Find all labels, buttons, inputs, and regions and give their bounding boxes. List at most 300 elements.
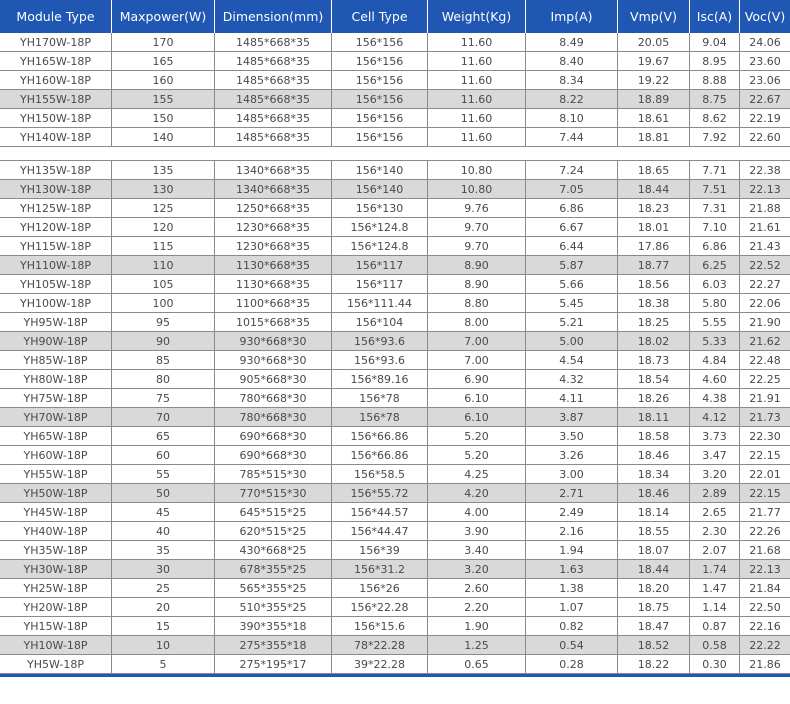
cell-dimension: 1485*668*35 (215, 33, 332, 51)
cell-dimension: 1485*668*35 (215, 128, 332, 146)
cell-maxpower: 25 (112, 579, 215, 597)
cell-maxpower: 45 (112, 503, 215, 521)
cell-imp: 1.94 (526, 541, 618, 559)
cell-vmp: 18.46 (618, 446, 690, 464)
cell-isc: 8.75 (690, 90, 740, 108)
cell-vmp: 18.01 (618, 218, 690, 236)
cell-vmp: 18.38 (618, 294, 690, 312)
cell-maxpower: 110 (112, 256, 215, 274)
cell-dimension: 1130*668*35 (215, 256, 332, 274)
cell-isc: 6.86 (690, 237, 740, 255)
cell-isc: 0.30 (690, 655, 740, 673)
cell-maxpower: 35 (112, 541, 215, 559)
cell-vmp: 18.44 (618, 180, 690, 198)
cell-voc: 22.06 (749, 296, 781, 310)
cell-imp: 4.11 (526, 389, 618, 407)
cell-weight: 11.60 (428, 71, 526, 89)
cell-cell-type: 156*156 (332, 71, 428, 89)
cell-voc: 22.01 (749, 467, 781, 481)
cell-imp: 2.49 (526, 503, 618, 521)
cell-vmp: 17.86 (618, 237, 690, 255)
cell-dimension: 1230*668*35 (215, 218, 332, 236)
cell-weight: 10.80 (428, 180, 526, 198)
cell-imp: 8.10 (526, 109, 618, 127)
cell-cell-type: 156*124.8 (332, 218, 428, 236)
cell-isc: 2.07 (690, 541, 740, 559)
cell-weight: 4.00 (428, 503, 526, 521)
table-row (0, 370, 790, 389)
cell-maxpower: 70 (112, 408, 215, 426)
cell-dimension: 690*668*30 (215, 446, 332, 464)
cell-voc: 22.60 (749, 130, 781, 144)
cell-vmp: 18.14 (618, 503, 690, 521)
table-row (0, 128, 790, 147)
cell-voc: 21.77 (749, 505, 781, 519)
table-row (0, 446, 790, 465)
cell-dimension: 1340*668*35 (215, 161, 332, 179)
cell-vmp: 18.44 (618, 560, 690, 578)
cell-dimension: 565*355*25 (215, 579, 332, 597)
cell-voc: 22.22 (749, 638, 781, 652)
table-row (0, 408, 790, 427)
cell-voc: 22.13 (749, 182, 781, 196)
cell-vmp: 18.23 (618, 199, 690, 217)
cell-weight: 8.90 (428, 275, 526, 293)
cell-vmp: 18.65 (618, 161, 690, 179)
cell-module-type: YH40W-18P (0, 522, 112, 540)
cell-module-type: YH130W-18P (0, 180, 112, 198)
cell-maxpower: 40 (112, 522, 215, 540)
cell-weight: 4.20 (428, 484, 526, 502)
cell-imp: 3.00 (526, 465, 618, 483)
cell-cell-type: 156*93.6 (332, 351, 428, 369)
cell-module-type: YH20W-18P (0, 598, 112, 616)
cell-isc: 8.95 (690, 52, 740, 70)
cell-dimension: 1485*668*35 (215, 90, 332, 108)
cell-imp: 2.16 (526, 522, 618, 540)
table-group-2 (0, 161, 790, 674)
cell-isc: 2.65 (690, 503, 740, 521)
header-weight: Weight(Kg) (428, 0, 526, 33)
cell-vmp: 18.02 (618, 332, 690, 350)
cell-imp: 8.49 (526, 33, 618, 51)
cell-isc: 5.33 (690, 332, 740, 350)
cell-cell-type: 156*66.86 (332, 427, 428, 445)
cell-cell-type: 156*93.6 (332, 332, 428, 350)
cell-maxpower: 125 (112, 199, 215, 217)
cell-imp: 2.71 (526, 484, 618, 502)
header-isc: Isc(A) (690, 0, 740, 33)
cell-module-type: YH100W-18P (0, 294, 112, 312)
cell-dimension: 930*668*30 (215, 351, 332, 369)
cell-maxpower: 90 (112, 332, 215, 350)
cell-imp: 6.44 (526, 237, 618, 255)
cell-module-type: YH105W-18P (0, 275, 112, 293)
cell-cell-type: 156*55.72 (332, 484, 428, 502)
cell-voc: 22.26 (749, 524, 781, 538)
table-row (0, 503, 790, 522)
cell-weight: 11.60 (428, 33, 526, 51)
cell-isc: 4.12 (690, 408, 740, 426)
cell-dimension: 678*355*25 (215, 560, 332, 578)
cell-isc: 0.87 (690, 617, 740, 635)
cell-dimension: 1340*668*35 (215, 180, 332, 198)
cell-imp: 6.86 (526, 199, 618, 217)
cell-cell-type: 156*156 (332, 52, 428, 70)
cell-maxpower: 10 (112, 636, 215, 654)
cell-imp: 3.87 (526, 408, 618, 426)
cell-vmp: 18.55 (618, 522, 690, 540)
table-row (0, 90, 790, 109)
cell-voc: 21.88 (749, 201, 781, 215)
cell-module-type: YH15W-18P (0, 617, 112, 635)
cell-vmp: 18.47 (618, 617, 690, 635)
cell-cell-type: 156*140 (332, 161, 428, 179)
cell-isc: 8.88 (690, 71, 740, 89)
cell-vmp: 18.61 (618, 109, 690, 127)
cell-isc: 1.14 (690, 598, 740, 616)
cell-cell-type: 156*140 (332, 180, 428, 198)
table-row (0, 294, 790, 313)
cell-module-type: YH165W-18P (0, 52, 112, 70)
cell-imp: 8.40 (526, 52, 618, 70)
cell-isc: 2.30 (690, 522, 740, 540)
cell-cell-type: 156*15.6 (332, 617, 428, 635)
cell-module-type: YH50W-18P (0, 484, 112, 502)
cell-dimension: 1230*668*35 (215, 237, 332, 255)
cell-weight: 2.20 (428, 598, 526, 616)
cell-imp: 4.54 (526, 351, 618, 369)
cell-module-type: YH160W-18P (0, 71, 112, 89)
cell-cell-type: 156*78 (332, 408, 428, 426)
cell-maxpower: 135 (112, 161, 215, 179)
cell-cell-type: 156*117 (332, 256, 428, 274)
header-dimension: Dimension(mm) (215, 0, 332, 33)
cell-vmp: 18.22 (618, 655, 690, 673)
cell-maxpower: 65 (112, 427, 215, 445)
cell-weight: 7.00 (428, 332, 526, 350)
table-row (0, 332, 790, 351)
cell-voc: 21.62 (749, 334, 781, 348)
table-row (0, 256, 790, 275)
table-row (0, 484, 790, 503)
cell-dimension: 930*668*30 (215, 332, 332, 350)
cell-cell-type: 156*58.5 (332, 465, 428, 483)
cell-isc: 0.58 (690, 636, 740, 654)
cell-weight: 7.00 (428, 351, 526, 369)
table-row (0, 237, 790, 256)
cell-isc: 9.04 (690, 33, 740, 51)
table-row (0, 617, 790, 636)
header-vmp: Vmp(V) (618, 0, 690, 33)
cell-module-type: YH110W-18P (0, 256, 112, 274)
cell-dimension: 275*195*17 (215, 655, 332, 673)
cell-cell-type: 156*31.2 (332, 560, 428, 578)
bottom-rule (0, 674, 790, 677)
table-row (0, 579, 790, 598)
cell-dimension: 780*668*30 (215, 408, 332, 426)
cell-weight: 0.65 (428, 655, 526, 673)
cell-module-type: YH150W-18P (0, 109, 112, 127)
cell-maxpower: 55 (112, 465, 215, 483)
cell-maxpower: 100 (112, 294, 215, 312)
cell-module-type: YH80W-18P (0, 370, 112, 388)
cell-dimension: 780*668*30 (215, 389, 332, 407)
cell-vmp: 20.05 (618, 33, 690, 51)
cell-vmp: 18.54 (618, 370, 690, 388)
cell-maxpower: 115 (112, 237, 215, 255)
cell-dimension: 1100*668*35 (215, 294, 332, 312)
cell-vmp: 18.11 (618, 408, 690, 426)
cell-vmp: 19.67 (618, 52, 690, 70)
cell-vmp: 18.20 (618, 579, 690, 597)
cell-vmp: 18.89 (618, 90, 690, 108)
cell-weight: 6.90 (428, 370, 526, 388)
table-row (0, 199, 790, 218)
cell-weight: 11.60 (428, 109, 526, 127)
cell-module-type: YH35W-18P (0, 541, 112, 559)
cell-module-type: YH115W-18P (0, 237, 112, 255)
cell-module-type: YH55W-18P (0, 465, 112, 483)
cell-imp: 5.45 (526, 294, 618, 312)
cell-imp: 8.34 (526, 71, 618, 89)
table-row (0, 427, 790, 446)
cell-module-type: YH30W-18P (0, 560, 112, 578)
cell-weight: 9.76 (428, 199, 526, 217)
cell-vmp: 18.07 (618, 541, 690, 559)
cell-cell-type: 39*22.28 (332, 655, 428, 673)
cell-weight: 8.00 (428, 313, 526, 331)
cell-module-type: YH65W-18P (0, 427, 112, 445)
table-row (0, 560, 790, 579)
cell-voc: 23.60 (749, 54, 781, 68)
cell-voc: 22.15 (749, 448, 781, 462)
cell-module-type: YH140W-18P (0, 128, 112, 146)
cell-weight: 8.90 (428, 256, 526, 274)
cell-voc: 22.25 (749, 372, 781, 386)
cell-cell-type: 156*117 (332, 275, 428, 293)
cell-dimension: 785*515*30 (215, 465, 332, 483)
cell-module-type: YH85W-18P (0, 351, 112, 369)
cell-cell-type: 156*89.16 (332, 370, 428, 388)
cell-module-type: YH10W-18P (0, 636, 112, 654)
table-row (0, 109, 790, 128)
cell-maxpower: 5 (112, 655, 215, 673)
cell-isc: 3.73 (690, 427, 740, 445)
cell-maxpower: 155 (112, 90, 215, 108)
cell-voc: 22.13 (749, 562, 781, 576)
cell-dimension: 770*515*30 (215, 484, 332, 502)
cell-imp: 1.07 (526, 598, 618, 616)
cell-module-type: YH45W-18P (0, 503, 112, 521)
cell-isc: 5.55 (690, 313, 740, 331)
cell-imp: 5.21 (526, 313, 618, 331)
cell-isc: 1.74 (690, 560, 740, 578)
cell-weight: 3.90 (428, 522, 526, 540)
cell-vmp: 18.56 (618, 275, 690, 293)
cell-imp: 7.05 (526, 180, 618, 198)
table-row (0, 541, 790, 560)
cell-cell-type: 156*156 (332, 128, 428, 146)
cell-vmp: 18.34 (618, 465, 690, 483)
cell-maxpower: 95 (112, 313, 215, 331)
cell-weight: 6.10 (428, 389, 526, 407)
table-row (0, 180, 790, 199)
cell-isc: 3.20 (690, 465, 740, 483)
cell-weight: 8.80 (428, 294, 526, 312)
cell-dimension: 275*355*18 (215, 636, 332, 654)
cell-maxpower: 75 (112, 389, 215, 407)
cell-maxpower: 50 (112, 484, 215, 502)
cell-dimension: 620*515*25 (215, 522, 332, 540)
cell-isc: 7.31 (690, 199, 740, 217)
cell-isc: 4.84 (690, 351, 740, 369)
cell-imp: 3.50 (526, 427, 618, 445)
cell-module-type: YH60W-18P (0, 446, 112, 464)
cell-voc: 21.61 (749, 220, 781, 234)
cell-voc: 22.67 (749, 92, 781, 106)
cell-cell-type: 156*44.47 (332, 522, 428, 540)
cell-cell-type: 156*104 (332, 313, 428, 331)
cell-voc: 21.90 (749, 315, 781, 329)
cell-imp: 8.22 (526, 90, 618, 108)
cell-weight: 1.90 (428, 617, 526, 635)
cell-dimension: 1485*668*35 (215, 52, 332, 70)
cell-isc: 6.03 (690, 275, 740, 293)
cell-vmp: 18.46 (618, 484, 690, 502)
cell-dimension: 645*515*25 (215, 503, 332, 521)
cell-maxpower: 30 (112, 560, 215, 578)
cell-weight: 11.60 (428, 90, 526, 108)
cell-vmp: 18.75 (618, 598, 690, 616)
cell-dimension: 905*668*30 (215, 370, 332, 388)
cell-voc: 22.38 (749, 163, 781, 177)
table-row (0, 52, 790, 71)
cell-cell-type: 156*39 (332, 541, 428, 559)
cell-imp: 4.32 (526, 370, 618, 388)
cell-dimension: 1130*668*35 (215, 275, 332, 293)
cell-module-type: YH135W-18P (0, 161, 112, 179)
cell-maxpower: 170 (112, 33, 215, 51)
cell-imp: 3.26 (526, 446, 618, 464)
cell-isc: 7.71 (690, 161, 740, 179)
cell-voc: 22.15 (749, 486, 781, 500)
cell-isc: 7.92 (690, 128, 740, 146)
cell-maxpower: 15 (112, 617, 215, 635)
cell-cell-type: 156*156 (332, 90, 428, 108)
cell-cell-type: 156*156 (332, 33, 428, 51)
cell-voc: 22.16 (749, 619, 781, 633)
table-row (0, 465, 790, 484)
cell-maxpower: 105 (112, 275, 215, 293)
cell-cell-type: 156*111.44 (332, 294, 428, 312)
header-cell-type: Cell Type (332, 0, 428, 33)
cell-dimension: 1485*668*35 (215, 109, 332, 127)
cell-isc: 3.47 (690, 446, 740, 464)
cell-maxpower: 60 (112, 446, 215, 464)
header-voc: Voc(V) (744, 9, 786, 24)
cell-isc: 1.47 (690, 579, 740, 597)
cell-isc: 7.51 (690, 180, 740, 198)
cell-module-type: YH95W-18P (0, 313, 112, 331)
cell-imp: 6.67 (526, 218, 618, 236)
cell-cell-type: 156*22.28 (332, 598, 428, 616)
cell-voc: 21.91 (749, 391, 781, 405)
cell-weight: 10.80 (428, 161, 526, 179)
cell-weight: 1.25 (428, 636, 526, 654)
header-module-type: Module Type (0, 0, 112, 33)
cell-imp: 5.66 (526, 275, 618, 293)
cell-maxpower: 130 (112, 180, 215, 198)
cell-weight: 9.70 (428, 218, 526, 236)
cell-voc: 21.68 (749, 543, 781, 557)
cell-voc: 22.27 (749, 277, 781, 291)
cell-isc: 4.60 (690, 370, 740, 388)
table-header (0, 0, 790, 33)
cell-weight: 3.20 (428, 560, 526, 578)
table-row (0, 655, 790, 674)
cell-voc: 21.86 (749, 657, 781, 671)
cell-weight: 9.70 (428, 237, 526, 255)
group-separator (0, 147, 790, 161)
cell-vmp: 18.81 (618, 128, 690, 146)
cell-cell-type: 78*22.28 (332, 636, 428, 654)
header-imp: Imp(A) (526, 0, 618, 33)
cell-isc: 5.80 (690, 294, 740, 312)
cell-isc: 8.62 (690, 109, 740, 127)
cell-voc: 22.52 (749, 258, 781, 272)
cell-voc: 22.19 (749, 111, 781, 125)
cell-weight: 4.25 (428, 465, 526, 483)
cell-maxpower: 165 (112, 52, 215, 70)
cell-module-type: YH170W-18P (0, 33, 112, 51)
cell-maxpower: 85 (112, 351, 215, 369)
cell-maxpower: 150 (112, 109, 215, 127)
cell-maxpower: 120 (112, 218, 215, 236)
cell-maxpower: 140 (112, 128, 215, 146)
table-row (0, 313, 790, 332)
cell-module-type: YH75W-18P (0, 389, 112, 407)
cell-module-type: YH90W-18P (0, 332, 112, 350)
cell-weight: 5.20 (428, 446, 526, 464)
cell-dimension: 510*355*25 (215, 598, 332, 616)
cell-module-type: YH25W-18P (0, 579, 112, 597)
cell-isc: 6.25 (690, 256, 740, 274)
cell-vmp: 18.73 (618, 351, 690, 369)
table-group-1 (0, 33, 790, 147)
cell-cell-type: 156*156 (332, 109, 428, 127)
cell-isc: 7.10 (690, 218, 740, 236)
cell-dimension: 1485*668*35 (215, 71, 332, 89)
cell-module-type: YH120W-18P (0, 218, 112, 236)
cell-vmp: 18.26 (618, 389, 690, 407)
cell-isc: 4.38 (690, 389, 740, 407)
cell-voc: 22.30 (749, 429, 781, 443)
cell-module-type: YH5W-18P (0, 655, 112, 673)
cell-voc: 22.48 (749, 353, 781, 367)
cell-voc: 21.84 (749, 581, 781, 595)
cell-imp: 0.28 (526, 655, 618, 673)
table-row (0, 218, 790, 237)
cell-cell-type: 156*78 (332, 389, 428, 407)
cell-imp: 7.44 (526, 128, 618, 146)
cell-voc: 21.73 (749, 410, 781, 424)
table-row (0, 161, 790, 180)
cell-dimension: 390*355*18 (215, 617, 332, 635)
table-row (0, 636, 790, 655)
cell-imp: 5.00 (526, 332, 618, 350)
table-row (0, 33, 790, 52)
